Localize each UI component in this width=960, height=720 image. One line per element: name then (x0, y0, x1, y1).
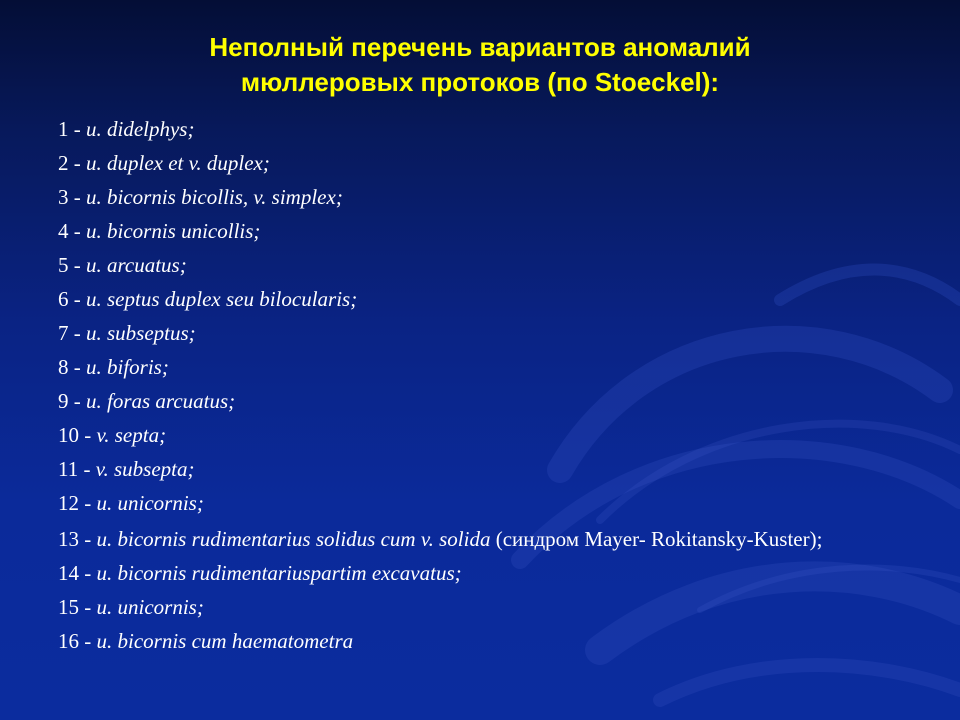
list-item (58, 561, 918, 585)
item-number: 10 - (58, 423, 97, 447)
item-number: 7 - (58, 321, 86, 345)
item-term: u. bicornis bicollis, v. simplex; (86, 185, 343, 209)
item-term: u. bicornis unicollis; (86, 219, 261, 243)
item-term: u. unicornis; (96, 491, 204, 515)
slide-title-line-1: Неполный перечень вариантов аномалий (209, 32, 751, 62)
item-term: v. septa; (96, 423, 167, 447)
item-term: u. biforis; (86, 355, 169, 379)
item-term: v. subsepta; (95, 457, 195, 481)
list-item (58, 355, 918, 379)
item-term: u. didelphys; (86, 117, 195, 141)
item-number: 15 - (58, 595, 97, 619)
item-number: 9 - (58, 389, 86, 413)
item-number: 14 - (58, 561, 97, 585)
list-item (58, 595, 918, 619)
item-number: 6 - (58, 287, 86, 311)
item-note: (синдром Mayer- Rokitansky-Kuster); (490, 527, 823, 551)
list-item (58, 321, 918, 345)
list-item (58, 423, 918, 447)
item-term: u. unicornis; (96, 595, 204, 619)
list-item (58, 287, 918, 311)
item-number: 2 - (58, 151, 86, 175)
slide-title (40, 30, 920, 100)
item-term: u. duplex et v. duplex; (86, 151, 270, 175)
item-term: u. subseptus; (86, 321, 196, 345)
list-item (58, 389, 918, 413)
list-item (58, 185, 918, 209)
list-item (58, 219, 918, 243)
item-number: 1 - (58, 117, 86, 141)
list-item (58, 253, 918, 277)
slide-title-line-2: мюллеровых протоков (по Stoeckel): (240, 67, 720, 97)
item-number: 16 - (58, 629, 97, 653)
item-number: 13 - (58, 527, 97, 551)
item-number: 8 - (58, 355, 86, 379)
item-term: u. bicornis rudimentariuspartim excavatus; (96, 561, 462, 585)
list-item (58, 525, 918, 553)
anomaly-list (58, 117, 918, 663)
item-term: u. bicornis rudimentarius solidus cum v. solida (96, 527, 491, 551)
item-number: 4 - (58, 219, 86, 243)
list-item (58, 457, 918, 481)
item-term: u. arcuatus; (86, 253, 187, 277)
item-term: u. bicornis cum haematometra (96, 629, 354, 653)
list-item (58, 151, 918, 175)
item-number: 11 - (58, 457, 96, 481)
list-item (58, 491, 918, 515)
list-item (58, 629, 918, 653)
item-number: 3 - (58, 185, 86, 209)
item-term: u. foras arcuatus; (86, 389, 236, 413)
list-item (58, 117, 918, 141)
item-number: 12 - (58, 491, 97, 515)
item-term: u. septus duplex seu bilocularis; (86, 287, 358, 311)
item-number: 5 - (58, 253, 86, 277)
